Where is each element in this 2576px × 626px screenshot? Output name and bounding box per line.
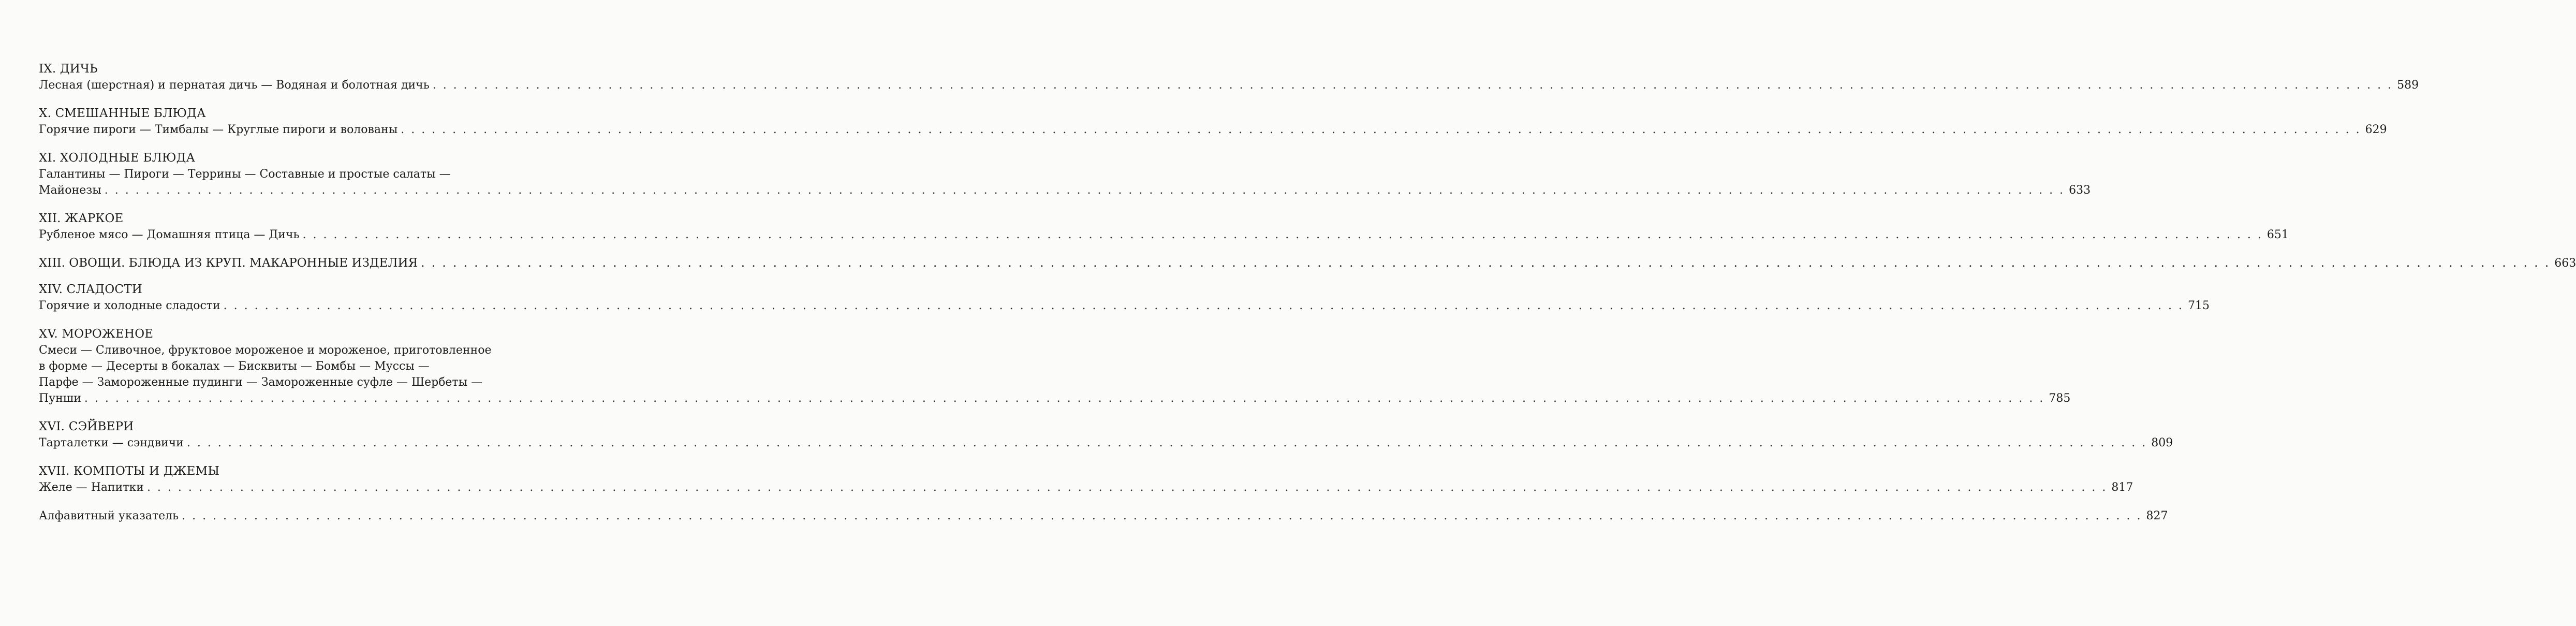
toc-entry[interactable] <box>39 435 2173 451</box>
toc-section-xi <box>39 150 2091 198</box>
entry-text: Пунши <box>39 392 81 405</box>
page-number: 715 <box>2188 299 2210 312</box>
page-number: 651 <box>2266 228 2289 241</box>
toc-section-xiii <box>39 255 2576 271</box>
page-number: 629 <box>2365 123 2387 136</box>
toc-entry[interactable] <box>39 298 2210 314</box>
toc-entry-index[interactable] <box>39 508 2168 524</box>
entry-text: Майонезы <box>39 184 101 197</box>
toc-section-xvi <box>39 419 2173 451</box>
page-number: 809 <box>2151 436 2173 449</box>
dot-leader <box>224 298 2184 314</box>
toc-section-xiv <box>39 282 2210 314</box>
entry-text: Алфавитный указатель <box>39 509 179 522</box>
section-heading: XVI. СЭЙВЕРИ <box>39 420 134 433</box>
entry-text-line: Смеси — Сливочное, фруктовое мороженое и мороженое, приготовленное <box>39 344 492 357</box>
section-heading: XII. ЖАРКОЕ <box>39 212 124 225</box>
section-heading: XV. МОРОЖЕНОЕ <box>39 327 154 341</box>
toc-entry[interactable] <box>39 255 2576 271</box>
entry-text: Тарталетки — сэндвичи <box>39 436 184 449</box>
dot-leader <box>84 390 2044 406</box>
toc-entry[interactable] <box>39 227 2289 243</box>
toc-entry[interactable] <box>39 390 2071 406</box>
entry-text-line: Парфе — Замороженные пудинги — Замороженные суфле — Шербеты — <box>39 376 483 389</box>
toc-entry[interactable] <box>39 77 2419 93</box>
dot-leader <box>182 508 2142 524</box>
entry-text: Лесная (шерстная) и пернатая дичь — Водяная и болотная дичь <box>39 79 430 92</box>
dot-leader <box>433 77 2393 93</box>
section-heading: X. СМЕШАННЫЕ БЛЮДА <box>39 107 206 120</box>
page-number: 589 <box>2397 79 2419 92</box>
toc-section-ix <box>39 61 2419 93</box>
toc-entry[interactable] <box>39 122 2387 138</box>
dot-leader <box>401 122 2361 138</box>
dot-leader: . . . . . . . . . . . . . . . . . . . . . . . . . . . . . . . . . . . . . . . . . . . . . . . . . . . . . . . . . . . . . . . . . . . . . . . . . . . . . . . . . . . . . . . . . . . . . . . . . . . . . . . . . . . . . . . . . . . . . . . . . . . . . . . . . . . . . . . . . . . . . . . . . . . . . . . . . . . . . . . . . . . . . . . . . . . . . . . . . . . . . . . . . . . . . . . . . . . . . . . . <box>421 256 2551 270</box>
table-of-contents <box>39 61 2576 524</box>
dot-leader <box>105 182 2065 198</box>
entry-text-line: в форме — Десерты в бокалах — Бисквиты — Бомбы — Муссы — <box>39 360 430 373</box>
toc-entry[interactable] <box>39 479 2133 496</box>
toc-entry[interactable] <box>39 182 2091 198</box>
page-number: 663 <box>2554 257 2576 270</box>
dot-leader <box>303 227 2263 243</box>
toc-section-xv <box>39 326 2071 406</box>
page-number: 633 <box>2069 184 2091 197</box>
section-heading: XIV. СЛАДОСТИ <box>39 283 143 296</box>
toc-section-xii <box>39 211 2289 243</box>
section-heading: IX. ДИЧЬ <box>39 62 98 76</box>
page-number: 817 <box>2111 481 2133 494</box>
section-heading: XVII. КОМПОТЫ И ДЖЕМЫ <box>39 464 220 478</box>
page-number: 785 <box>2049 392 2071 405</box>
section-heading: XIII. ОВОЩИ. БЛЮДА ИЗ КРУП. МАКАРОННЫЕ ИЗДЕЛИЯ <box>39 256 418 270</box>
entry-text: Горячие пироги — Тимбалы — Круглые пироги и волованы <box>39 123 398 136</box>
entry-text-line: Галантины — Пироги — Террины — Составные и простые салаты — <box>39 168 451 181</box>
entry-text: Рубленое мясо — Домашняя птица — Дичь <box>39 228 300 241</box>
entry-text: Желе — Напитки <box>39 481 144 494</box>
toc-section-xvii <box>39 463 2133 496</box>
dot-leader <box>187 435 2147 451</box>
section-heading: XI. ХОЛОДНЫЕ БЛЮДА <box>39 151 196 165</box>
page-number: 827 <box>2146 509 2168 522</box>
entry-text: Горячие и холодные сладости <box>39 299 220 312</box>
toc-section-x <box>39 106 2387 138</box>
dot-leader <box>147 479 2107 496</box>
